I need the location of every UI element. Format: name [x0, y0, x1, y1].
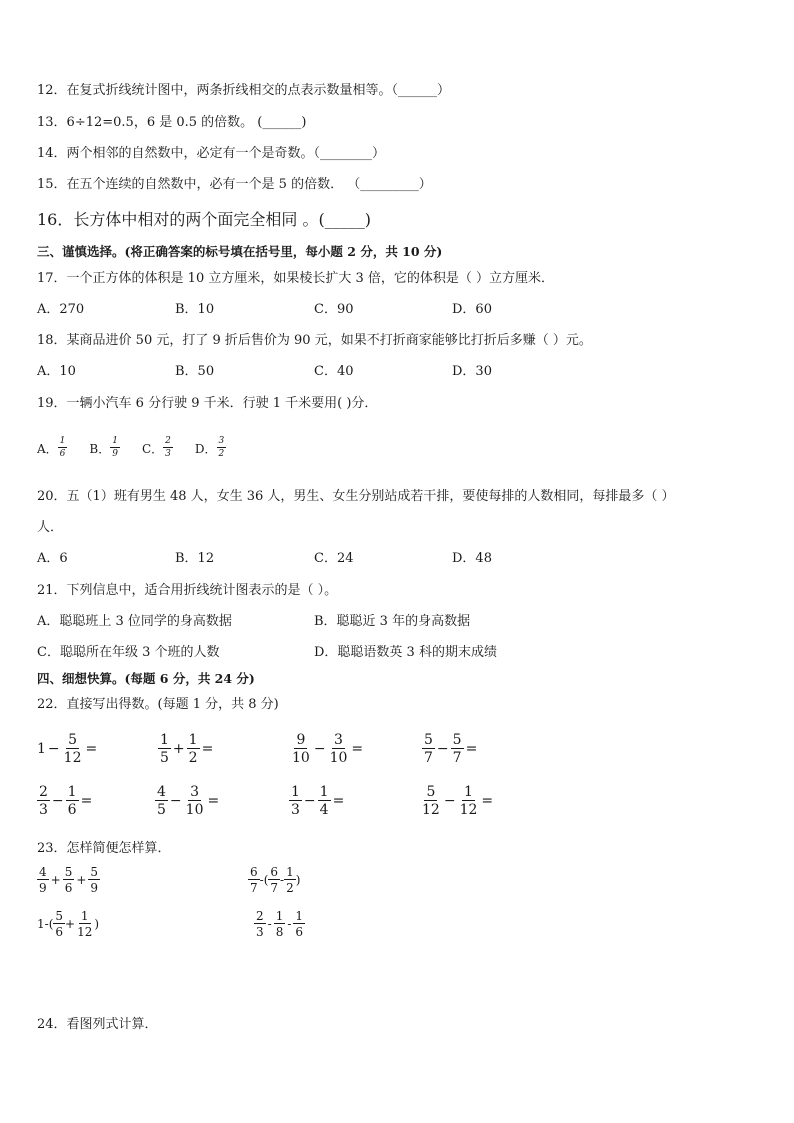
- q22-expression-1: 1 − $\frac{5}{12}$ =: [37, 732, 98, 766]
- q22-expression-4: $\frac{5}{7}$ − $\frac{5}{7}$ =: [424, 732, 478, 766]
- q20-option-c: C．24: [314, 551, 354, 566]
- q17-option-a: A．270: [37, 302, 85, 317]
- q22-expression-5: $\frac{2}{3}$ − $\frac{1}{6}$ =: [39, 784, 93, 818]
- q20-option-a: A．6: [37, 551, 68, 566]
- q19-option-c-fraction: $\frac{2}{3}$: [165, 436, 171, 459]
- q23-expression-1: $\frac{4}{9}$ + $\frac{5}{6}$ + $\frac{5}{9}$: [39, 865, 99, 895]
- question-23: 23．怎样简便怎样算．: [37, 841, 171, 856]
- section-3-heading: 三、谨慎选择。(将正确答案的标号填在括号里，每小题 2 分，共 10 分): [37, 244, 443, 259]
- q22-expression-6: $\frac{4}{5}$ − $\frac{3}{10}$ =: [157, 784, 220, 818]
- q19-option-c-label: C．: [141, 441, 164, 456]
- question-19: 19．一辆小汽车 6 分行驶 9 千米．行驶 1 千米要用( )分．: [37, 396, 378, 411]
- q23-expression-4: $\frac{2}{3}$ - $\frac{1}{8}$ - $\frac{1}{6}$: [256, 909, 304, 939]
- q21-option-c: C．聪聪所在年级 3 个班的人数: [37, 645, 220, 660]
- q19-option-b-label: B．: [89, 441, 111, 456]
- question-21: 21．下列信息中，适合用折线统计图表示的是（ ）。: [37, 583, 338, 598]
- section-4-heading: 四、细想快算。(每题 6 分，共 24 分): [37, 671, 255, 686]
- q20-option-b: B．12: [175, 551, 215, 566]
- q19-options: [37, 437, 226, 459]
- q21-option-d: D．聪聪语数英 3 科的期末成绩: [314, 645, 497, 660]
- q17-option-d: D．60: [452, 302, 492, 317]
- q23-expression-3: 1-( $\frac{5}{6}$ + $\frac{1}{12}$ ): [37, 909, 100, 939]
- q19-option-d-fraction: $\frac{3}{2}$: [218, 436, 225, 459]
- q18-option-d: D．30: [452, 364, 492, 379]
- question-20: 20．五（1）班有男生 48 人，女生 36 人，男生、女生分别站成若干排，要使每排的人数相同，每排最多（ ）: [37, 489, 675, 504]
- q17-option-c: C．90: [314, 302, 354, 317]
- question-12: 12．在复式折线统计图中，两条折线相交的点表示数量相等。（______）: [37, 83, 451, 98]
- question-14: 14．两个相邻的自然数中，必定有一个是奇数。（________）: [37, 146, 386, 161]
- q17-option-b: B．10: [175, 302, 215, 317]
- q22-expression-3: $\frac{9}{10}$ − $\frac{3}{10}$ =: [292, 732, 364, 766]
- q22-expression-2: $\frac{1}{5}$ + $\frac{1}{2}$ =: [160, 732, 214, 766]
- question-24: 24．看图列式计算．: [37, 1017, 158, 1032]
- question-20-continued: 人．: [37, 520, 64, 535]
- q18-option-a: A．10: [37, 364, 76, 379]
- q19-option-d-label: D．: [194, 441, 217, 456]
- q21-option-b: B．聪聪近 3 年的身高数据: [314, 614, 471, 629]
- q22-expression-7: $\frac{1}{3}$ − $\frac{1}{4}$ =: [291, 784, 345, 818]
- question-22: 22．直接写出得数。(每题 1 分，共 8 分): [37, 697, 279, 712]
- q19-option-b-fraction: $\frac{1}{9}$: [112, 436, 118, 459]
- q21-option-a: A．聪聪班上 3 位同学的身高数据: [37, 614, 232, 629]
- question-15: 15．在五个连续的自然数中，必有一个是 5 的倍数． （_________）: [37, 177, 432, 192]
- q20-option-d: D．48: [452, 551, 492, 566]
- q19-option-a-fraction: $\frac{1}{6}$: [59, 436, 66, 459]
- q22-expression-8: $\frac{5}{12}$ − $\frac{1}{12}$ =: [422, 784, 494, 818]
- question-18: 18．某商品进价 50 元，打了 9 折后售价为 90 元，如果不打折商家能够比打折后多赚（ ）元。: [37, 333, 592, 348]
- question-13: 13．6÷12=0.5，6 是 0.5 的倍数。 (______): [37, 115, 307, 130]
- question-17: 17．一个正方体的体积是 10 立方厘米，如果棱长扩大 3 倍，它的体积是（ ）立方厘米．: [37, 271, 555, 286]
- question-16: 16．长方体中相对的两个面完全相同 。(_____): [37, 210, 371, 229]
- q18-option-c: C．40: [314, 364, 354, 379]
- q18-option-b: B．50: [175, 364, 215, 379]
- q23-expression-2: $\frac{6}{7}$ -( $\frac{6}{7}$ - $\frac{1}{2}$ ): [250, 865, 301, 895]
- q19-option-a-label: A．: [37, 441, 58, 456]
